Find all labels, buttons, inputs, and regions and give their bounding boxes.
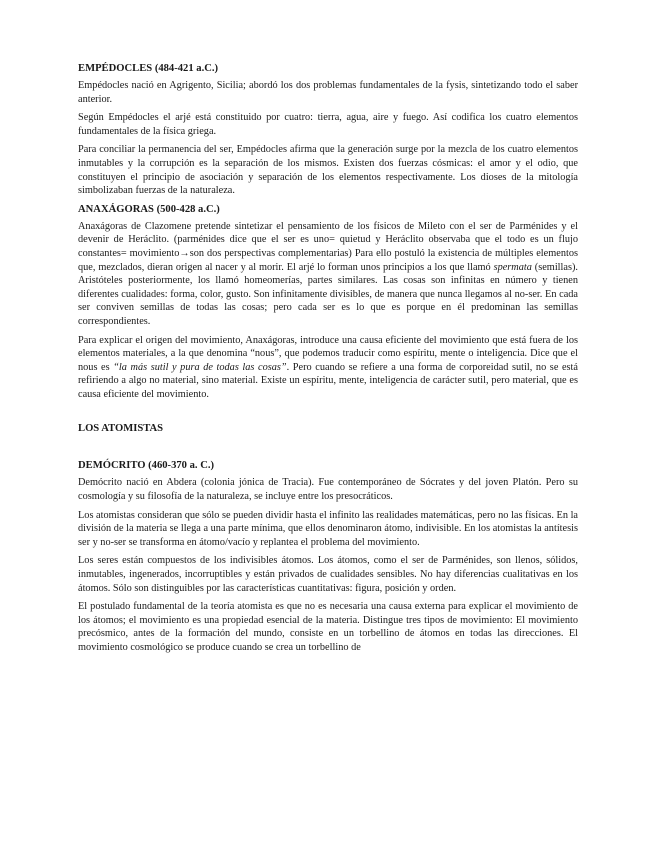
paragraph: El postulado fundamental de la teoría atomista es que no es necesaria una causa externa para explicar el movimiento de los átomos; el movimiento es una propiedad esencial de la materia. Distingue tres tipos de movimiento: El movimiento precósmico, antes de la formación del mundo, consiste en un torbellino de átomos en todas las direcciones. El movimiento cosmológico se produce cuando se crea un torbellino de — [78, 601, 578, 653]
paragraph: Empédocles nació en Agrigento, Sicilia; abordó los dos problemas fundamentales de la fysis, sintetizando todo el saber anterior. — [78, 80, 578, 105]
heading-anaxagoras: ANAXÁGORAS (500-428 a.C.) — [78, 203, 220, 215]
paragraph: Demócrito nació en Abdera (colonia jónica de Tracia). Fue contemporáneo de Sócrates y del joven Platón. Pero su cosmología y su filosofía de la naturaleza, se incluye entre los presocráticos. — [78, 477, 578, 503]
paragraph: Para explicar el origen del movimiento, Anaxágoras, introduce una causa eficiente del movimiento que está fuera de los elementos materiales, a la que denomina “nous”, que podemos traducir como espíritu, mente o inteligencia. Dice que el nous es “la más sutil y pura de todas las cosas”. Pero cuando se refiere a una forma de corporeidad sutil, no se está refiriendo a algo no material, sino material. Existe un espíritu, mente, inteligencia de carácter sutil, pero material, que es causa eficiente del movimiento. — [78, 334, 578, 400]
paragraph: Anaxágoras de Clazomene pretende sintetizar el pensamiento de los físicos de Mileto con el ser de Parménides y el devenir de Heráclito. (parménides dice que el ser es uno= quietud y Heráclito observaba que el todo es un flujo constantes= movimiento→son dos perspectivas complementarias) Para ello postuló la existencia de múltiples elementos que, mezclados, dieran origen al nacer y al morir. El arjé lo forman unos principios a los que llamó spermata (semillas). Aristóteles posteriormente, los llamó homeomerías, partes similares. Las cosas son infinitas en número y tienen diferentes cualidades: forma, color, gusto. Son infinitamente divisibles, de manera que nunca llegamos al no-ser. En cada ser conviven semillas de todas las cosas; pero cada ser es lo que es porque en él predominan las semillas correspondientes. — [78, 220, 578, 327]
heading-democrito: DEMÓCRITO (460-370 a. C.) — [78, 460, 215, 472]
paragraph: Para conciliar la permanencia del ser, Empédocles afirma que la generación surge por la mezcla de los cuatro elementos inmutables y la corrupción es la separación de los mismos. Existen dos fuerzas cósmicas: el amor y el odio, que constituyen el principio de asociación y separación de los elementos respectivamente. Los dioses de la mitología simbolizaban fuerzas de la naturaleza. — [78, 144, 578, 197]
emphasis-spermata: spermata — [493, 261, 532, 273]
paragraph: Los atomistas consideran que sólo se pueden dividir hasta el infinito las realidades matemáticas, pero no las físicas. En la división de la materia se llega a una parte mínima, que ellos denominaron átomo, indivisible. En los atomistas la antítesis ser y no-ser se transforma en átomo/vacío y replantea el problema del movimiento. — [78, 509, 578, 548]
paragraph: Según Empédocles el arjé está constituido por cuatro: tierra, agua, aire y fuego. Así codifica los cuatro elementos fundamentales de la física griega. — [78, 112, 578, 137]
heading-empedocles: EMPÉDOCLES (484-421 a.C.) — [78, 63, 219, 74]
document-body — [78, 62, 578, 660]
emphasis-quote: “la más sutil y pura de todas las cosas” — [113, 361, 287, 373]
heading-atomistas: LOS ATOMISTAS — [78, 423, 164, 435]
paragraph: Los seres están compuestos de los indivisibles átomos. Los átomos, como el ser de Parménides, son llenos, sólidos, inmutables, ingenerados, incorruptibles y están privados de cualidades sensibles. No hay diferencias cualitativas en los átomos. Sólo son distinguibles por las características cuantitativas: figura, posición y orden. — [78, 555, 578, 594]
